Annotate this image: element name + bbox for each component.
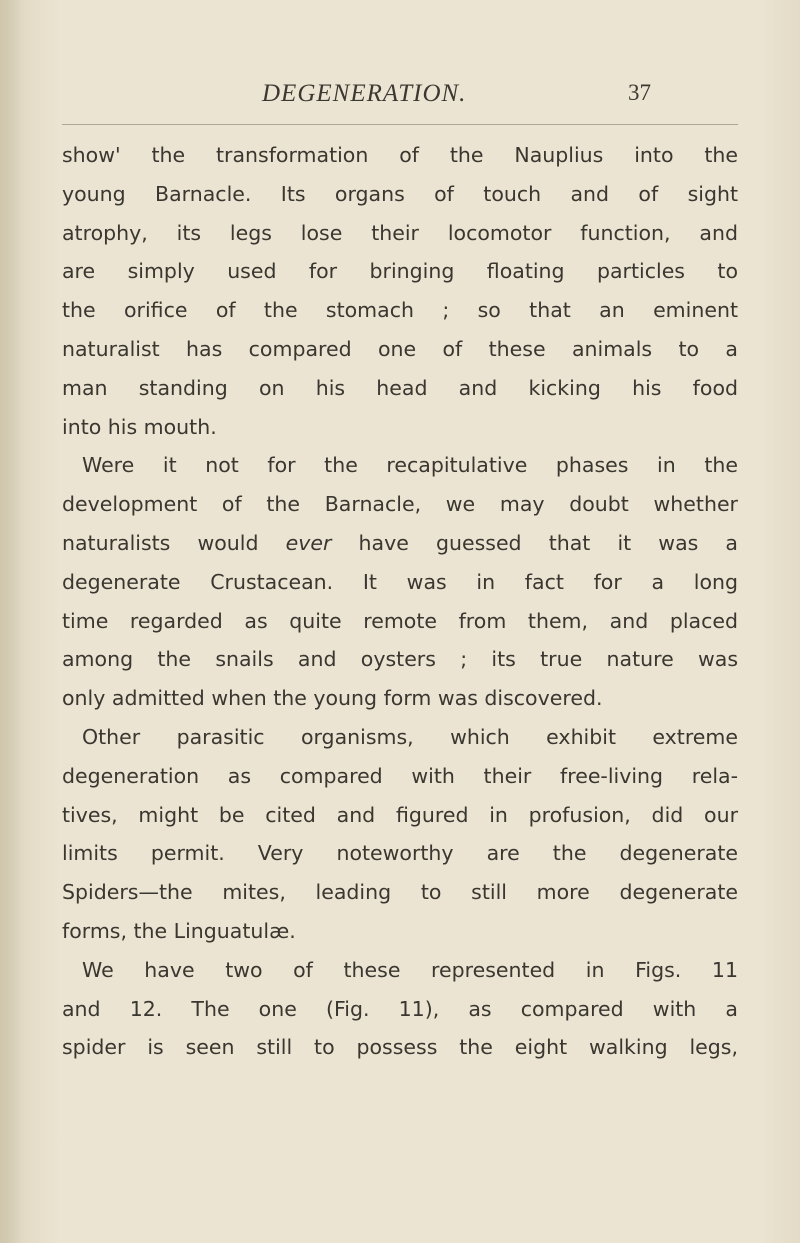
text-line: We have two of these represented in Figs. 11: [82, 957, 738, 982]
text-segment: naturalists would: [62, 530, 286, 555]
text-line: naturalist has compared one of these animals to a: [62, 336, 738, 361]
running-title: DEGENERATION.: [262, 80, 467, 107]
text-line: and 12. The one (Fig. 11), as compared with a: [62, 996, 738, 1021]
text-line: only admitted when the young form was discovered.: [62, 686, 603, 711]
text-line: Spiders—the mites, leading to still more degenerate: [62, 880, 738, 905]
text-line: into his mouth.: [62, 414, 217, 439]
text-line: spider is seen still to possess the eight walking legs,: [62, 1035, 738, 1060]
paragraph-3: [62, 718, 738, 951]
paragraph-2: [62, 446, 738, 718]
text-line: are simply used for bringing floating particles to: [62, 259, 738, 284]
text-line: the orifice of the stomach ; so that an eminent: [62, 298, 738, 323]
text-line: Were it not for the recapitulative phases in the: [82, 453, 738, 478]
text-line: Other parasitic organisms, which exhibit extreme: [82, 724, 738, 749]
text-line: atrophy, its legs lose their locomotor function, and: [62, 220, 738, 245]
text-line: man standing on his head and kicking his food: [62, 375, 738, 400]
spine-shadow: [0, 0, 22, 1243]
page-number: 37: [628, 80, 651, 105]
paragraph-4: [62, 951, 738, 1067]
text-line: limits permit. Very noteworthy are the degenerate: [62, 841, 738, 866]
text-line: forms, the Linguatulæ.: [62, 918, 296, 943]
text-line: [62, 524, 738, 563]
running-head: [0, 72, 800, 112]
text-line: young Barnacle. Its organs of touch and of sight: [62, 181, 738, 206]
header-rule: [62, 124, 738, 125]
emphasized-word: ever: [285, 530, 332, 555]
text-line: among the snails and oysters ; its true nature was: [62, 647, 738, 672]
text-segment: have guessed that it was a: [331, 530, 738, 555]
paragraph-1: [62, 136, 738, 446]
text-line: tives, might be cited and figured in profusion, did our: [62, 802, 738, 827]
text-line: time regarded as quite remote from them, and placed: [62, 608, 738, 633]
text-line: degenerate Crustacean. It was in fact for a long: [62, 569, 738, 594]
body-text: [62, 136, 738, 1067]
text-line: degeneration as compared with their free-living rela-: [62, 763, 738, 788]
text-line: development of the Barnacle, we may doubt whether: [62, 492, 738, 517]
text-line: show' the transformation of the Nauplius into the: [62, 143, 738, 167]
